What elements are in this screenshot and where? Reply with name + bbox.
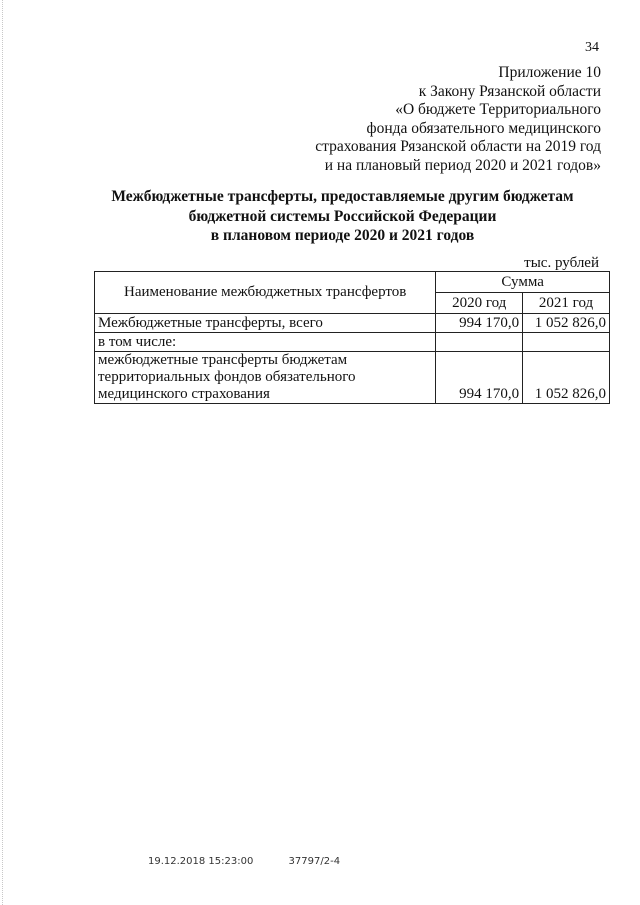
transfers-table (94, 271, 610, 404)
appendix-reference (241, 64, 601, 176)
footer-doc-number: 37797/2-4 (288, 856, 341, 867)
footer-datetime: 19.12.2018 15:23:00 (148, 856, 254, 867)
appendix-line: фонда обязательного медицинского (366, 119, 601, 137)
title-line: в плановом периоде 2020 и 2021 годов (210, 227, 475, 244)
row-value-2021 (523, 333, 610, 352)
header-transfer-name: Наименование межбюджетных трансфертов (95, 272, 436, 314)
header-year-2021: 2021 год (523, 293, 610, 314)
appendix-line: Приложение 10 (498, 64, 601, 81)
table-row (95, 352, 610, 404)
table-row (95, 333, 610, 352)
header-sum: Сумма (436, 272, 610, 293)
row-value-2021: 1 052 826,0 (523, 352, 610, 404)
row-name: в том числе: (95, 333, 436, 352)
row-name: межбюджетные трансферты бюджетам территориальных фондов обязательного медицинского страхования (95, 352, 436, 404)
page-number: 34 (585, 40, 599, 55)
appendix-line: к Закону Рязанской области (418, 82, 601, 100)
row-value-2020: 994 170,0 (436, 314, 523, 333)
table-row (95, 314, 610, 333)
header-year-2020: 2020 год (436, 293, 523, 314)
appendix-line: «О бюджете Территориального (395, 101, 601, 119)
row-value-2020 (436, 333, 523, 352)
row-name: Межбюджетные трансферты, всего (95, 314, 436, 333)
title-line: Межбюджетные трансферты, предоставляемые другим бюджетам (111, 188, 574, 205)
scan-edge-line (2, 0, 4, 905)
table-header-row (95, 272, 610, 293)
title-line: бюджетной системы Российской Федерации (188, 207, 497, 225)
units-label: тыс. рублей (524, 255, 599, 271)
document-title (90, 187, 595, 246)
footer-stamp (148, 856, 372, 867)
row-value-2020: 994 170,0 (436, 352, 523, 404)
appendix-line: страхования Рязанской области на 2019 год (315, 138, 601, 156)
appendix-line: и на плановый период 2020 и 2021 годов» (324, 156, 601, 174)
row-value-2021: 1 052 826,0 (523, 314, 610, 333)
